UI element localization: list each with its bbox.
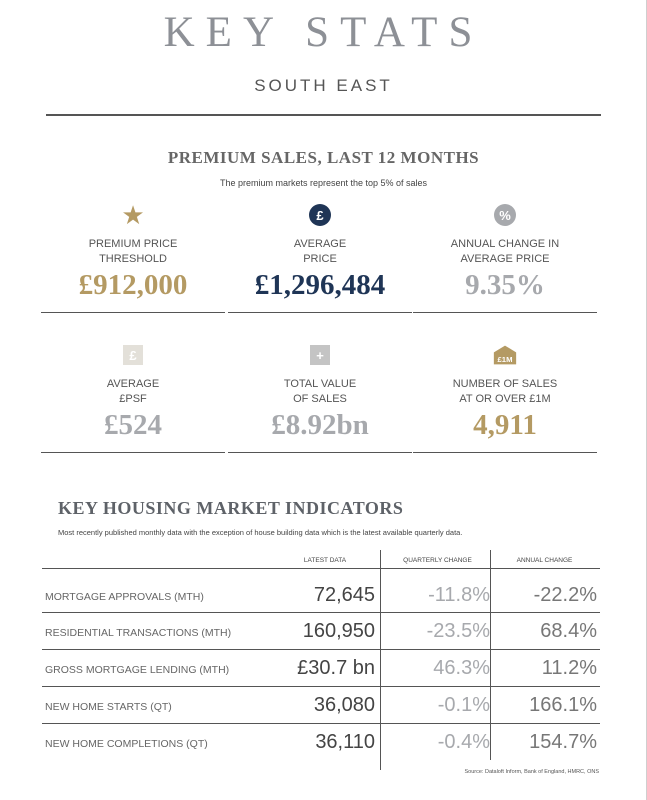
star-icon: ★ bbox=[121, 200, 145, 230]
premium-sales-subheading: The premium markets represent the top 5% of sales bbox=[219, 178, 428, 188]
row-label: MORTGAGE APPROVALS (MTH) bbox=[45, 591, 204, 603]
stat-value: £524 bbox=[104, 409, 162, 441]
stat-label-line1: AVERAGE bbox=[293, 238, 347, 250]
annual-change: 11.2% bbox=[541, 657, 597, 679]
stat-sales-over-1m bbox=[420, 343, 590, 442]
column-header-annual: ANNUAL CHANGE bbox=[516, 557, 573, 564]
column-divider bbox=[490, 550, 491, 760]
header-divider bbox=[46, 114, 601, 116]
stat-label-line2: AVERAGE PRICE bbox=[460, 253, 550, 265]
stat-annual-change bbox=[420, 203, 590, 302]
house-million-icon bbox=[493, 343, 517, 367]
latest-value: 36,080 bbox=[313, 694, 375, 716]
quarterly-change: -0.4% bbox=[437, 731, 490, 753]
latest-value: £30.7 bn bbox=[297, 657, 375, 679]
stat-value: £1,296,484 bbox=[254, 269, 386, 301]
stat-label-line2: PRICE bbox=[303, 253, 337, 265]
stat-average-psf bbox=[48, 343, 218, 442]
source-note: Source: Dataloft Inform, Bank of England, HMRC, ONS bbox=[464, 769, 599, 775]
plus-square-icon: + bbox=[308, 343, 332, 367]
stat-label-line1: PREMIUM PRICE bbox=[88, 238, 178, 250]
row-divider bbox=[42, 649, 600, 650]
quarterly-change: -11.8% bbox=[428, 584, 490, 606]
stat-label-line1: AVERAGE bbox=[106, 378, 160, 390]
stat-label-line1: NUMBER OF SALES bbox=[452, 378, 558, 390]
stat-total-value bbox=[235, 343, 405, 442]
pound-square-icon: £ bbox=[121, 343, 145, 367]
stat-value: £912,000 bbox=[78, 269, 188, 301]
page-subtitle: SOUTH EAST bbox=[254, 76, 393, 95]
svg-text:£1M: £1M bbox=[497, 354, 513, 364]
indicators-heading: KEY HOUSING MARKET INDICATORS bbox=[58, 498, 404, 518]
row-divider bbox=[42, 723, 600, 724]
stat-label-line2: £PSF bbox=[119, 393, 147, 405]
annual-change: 166.1% bbox=[529, 694, 597, 716]
stat-average-price bbox=[235, 203, 405, 302]
column-divider bbox=[380, 550, 381, 770]
stat-value: 4,911 bbox=[473, 409, 537, 441]
stat-value: 9.35% bbox=[465, 269, 545, 301]
stat-underline bbox=[228, 452, 412, 453]
stat-value: £8.92bn bbox=[271, 409, 369, 441]
stat-label-line1: ANNUAL CHANGE IN bbox=[450, 238, 560, 250]
column-header-latest: LATEST DATA bbox=[303, 557, 347, 564]
latest-value: 160,950 bbox=[302, 620, 375, 642]
percent-circle-icon: % bbox=[493, 203, 517, 227]
quarterly-change: -0.1% bbox=[437, 694, 490, 716]
indicators-subheading: Most recently published monthly data with the exception of house building data which is the latest available quarterly data. bbox=[58, 528, 463, 537]
stat-premium-price-threshold bbox=[48, 200, 218, 302]
latest-value: 72,645 bbox=[313, 584, 375, 606]
stat-label-line2: OF SALES bbox=[293, 393, 347, 405]
stat-underline bbox=[413, 452, 597, 453]
stat-underline bbox=[413, 312, 597, 313]
row-divider bbox=[42, 686, 600, 687]
annual-change: 154.7% bbox=[529, 731, 597, 753]
stat-label-line1: TOTAL VALUE bbox=[283, 378, 357, 390]
stat-label-line2: AT OR OVER £1M bbox=[459, 393, 551, 405]
stat-underline bbox=[228, 312, 412, 313]
annual-change: -22.2% bbox=[533, 584, 597, 606]
row-label: GROSS MORTGAGE LENDING (MTH) bbox=[45, 664, 230, 676]
quarterly-change: -23.5% bbox=[426, 620, 490, 642]
premium-sales-heading: PREMIUM SALES, LAST 12 MONTHS bbox=[167, 148, 480, 167]
stat-underline bbox=[41, 452, 225, 453]
quarterly-change: 46.3% bbox=[433, 657, 490, 679]
row-label: NEW HOME COMPLETIONS (QT) bbox=[45, 738, 208, 750]
latest-value: 36,110 bbox=[315, 731, 375, 753]
stat-underline bbox=[41, 312, 225, 313]
row-divider bbox=[42, 612, 600, 613]
table-header-rule bbox=[42, 568, 600, 569]
annual-change: 68.4% bbox=[540, 620, 597, 642]
stat-label-line2: THRESHOLD bbox=[99, 253, 167, 265]
row-label: RESIDENTIAL TRANSACTIONS (MTH) bbox=[45, 627, 232, 639]
pound-circle-icon: £ bbox=[308, 203, 332, 227]
row-label: NEW HOME STARTS (QT) bbox=[45, 701, 172, 713]
page-title: KEY STATS bbox=[163, 9, 484, 56]
column-header-quarterly: QUARTERLY CHANGE bbox=[403, 557, 472, 564]
